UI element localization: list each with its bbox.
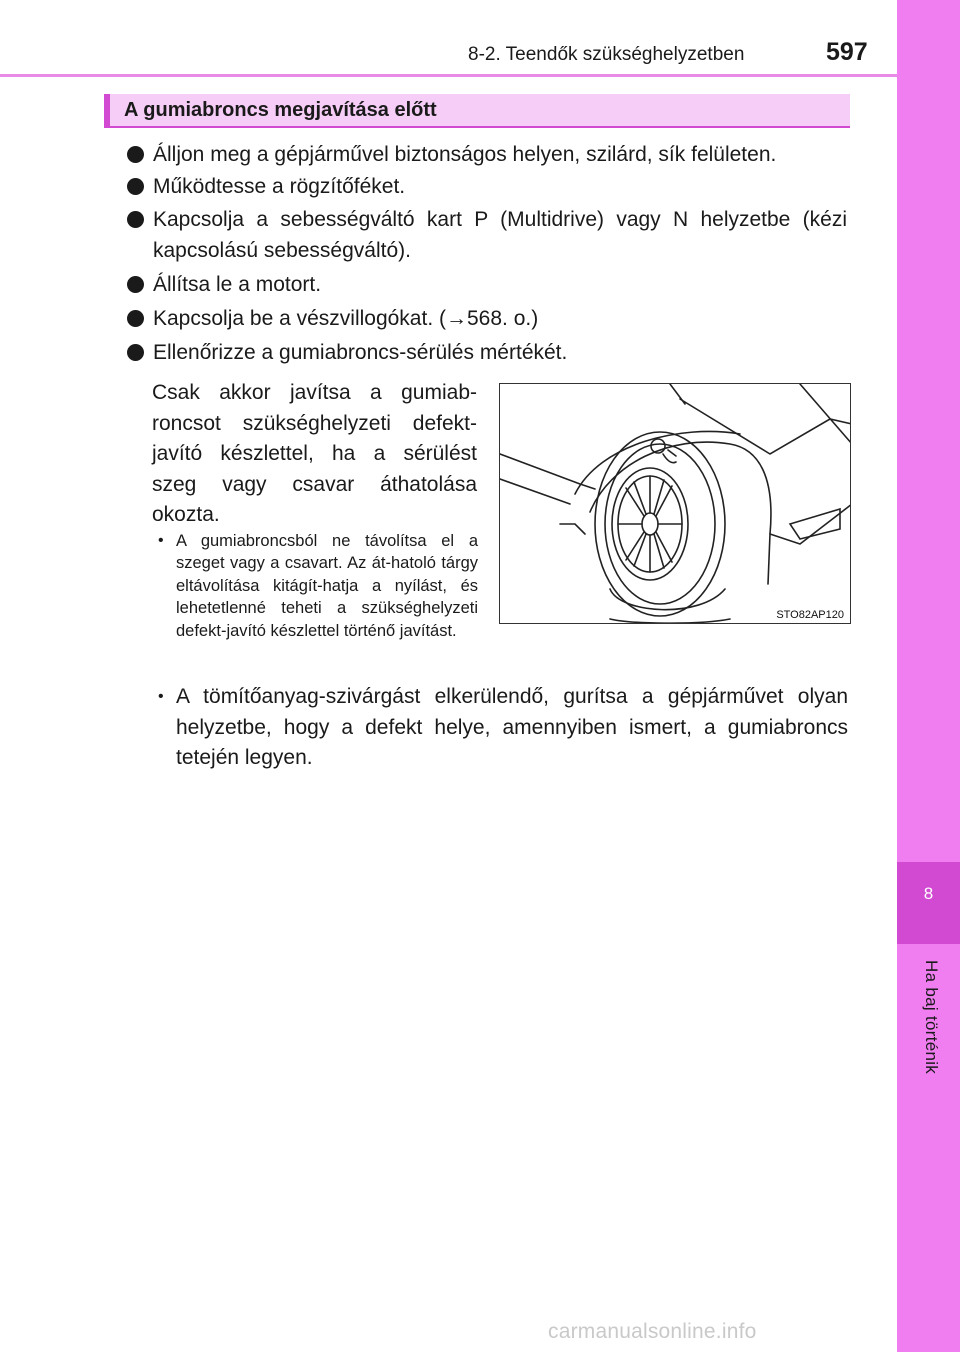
list-item-text: Álljon meg a gépjárművel biztonságos helyen, szilárd, sík felületen. — [153, 143, 777, 166]
list-item — [127, 337, 847, 368]
note-text: A gumiabroncsból ne távolítsa el a szeget vagy a csavart. Az át-hatoló tárgy eltávolítása kitágít-hatja a nyílást, és lehetetlenné teheti a szükséghelyzeti defekt-javító készlettel történő javítást. — [176, 532, 478, 640]
car-wheel-icon — [500, 384, 851, 624]
section-title: A gumiabroncs megjavítása előtt — [124, 99, 437, 121]
list-item — [127, 171, 847, 202]
chapter-title: Ha baj történik — [922, 960, 941, 1075]
note-item — [158, 530, 478, 642]
small-bullet-icon: • — [158, 688, 164, 705]
repair-condition-paragraph: Csak akkor javítsa a gumiab-roncsot szükséghelyzeti defekt-javító készlettel, ha a sérülést szeg vagy csavar áthatolása okozta. — [152, 381, 477, 526]
list-item-text: Kapcsolja a sebességváltó kart P (Multidrive) vagy N helyzetbe (kézi kapcsolású sebességváltó). — [153, 208, 847, 262]
watermark: carmanualsonline.info — [548, 1320, 757, 1343]
list-item-text: Kapcsolja be a vészvillogókat. (→568. o.) — [153, 307, 539, 330]
list-item-text: Működtesse a rögzítőféket. — [153, 175, 406, 198]
bullet-icon — [127, 178, 144, 195]
list-item — [127, 303, 847, 334]
figure-code: STO82AP120 — [776, 609, 844, 621]
bullet-icon — [127, 211, 144, 228]
running-header: 8-2. Teendők szükséghelyzetben — [468, 44, 745, 65]
chapter-side-tab — [897, 0, 960, 1352]
bullet-icon — [127, 276, 144, 293]
list-item-text: Állítsa le a motort. — [153, 273, 322, 296]
small-bullet-icon: • — [158, 532, 164, 549]
bullet-icon — [127, 310, 144, 327]
list-item-text: Ellenőrizze a gumiabroncs-sérülés mértékét. — [153, 341, 568, 364]
flat-tire-illustration — [499, 383, 851, 624]
note-item — [158, 682, 848, 774]
list-item — [127, 204, 847, 266]
list-item — [127, 139, 847, 170]
bullet-icon — [127, 344, 144, 361]
note-text: A tömítőanyag-szivárgást elkerülendő, gurítsa a gépjárművet olyan helyzetbe, hogy a defekt helye, amennyiben ismert, a gumiabroncs tetején legyen. — [176, 685, 848, 769]
list-item — [127, 269, 847, 300]
chapter-number: 8 — [923, 884, 934, 903]
section-title-box — [104, 94, 850, 128]
header-rule — [0, 74, 897, 77]
bullet-icon — [127, 146, 144, 163]
page-number: 597 — [826, 38, 868, 66]
